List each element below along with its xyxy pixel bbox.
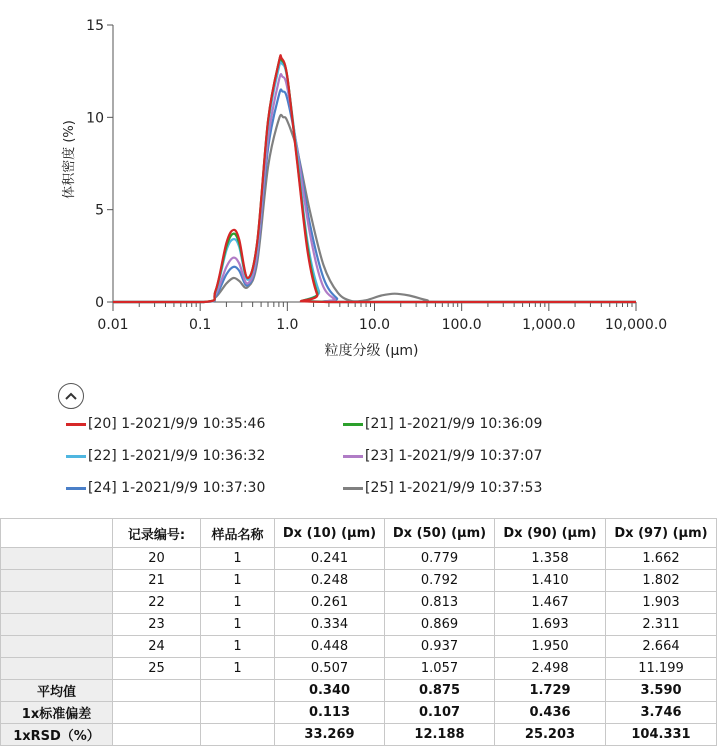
legend-item[interactable]	[66, 446, 265, 466]
table-cell: 21	[113, 570, 201, 592]
table-cell: 0.937	[385, 636, 495, 658]
legend-swatch	[343, 423, 363, 426]
x-tick-label: 1,000.0	[522, 317, 576, 333]
chevron-up-icon	[65, 392, 77, 400]
table-cell: 0.261	[275, 592, 385, 614]
table-cell: 1.693	[495, 614, 606, 636]
table-cell: 1.057	[385, 658, 495, 680]
table-cell	[1, 636, 113, 658]
legend-swatch	[66, 455, 86, 458]
legend-swatch	[66, 487, 86, 490]
stats-row	[1, 702, 717, 724]
table-cell: 0.448	[275, 636, 385, 658]
stats-cell	[113, 680, 201, 702]
series-line-3	[113, 74, 636, 302]
table-header-row	[1, 519, 717, 548]
legend-item[interactable]	[66, 478, 265, 498]
x-tick-label: 1.0	[276, 317, 299, 333]
table-row[interactable]	[1, 548, 717, 570]
stats-cell	[113, 702, 201, 724]
stats-cell: 1.729	[495, 680, 606, 702]
table-cell	[1, 570, 113, 592]
table-cell: 1	[201, 636, 275, 658]
table-cell	[1, 548, 113, 570]
legend-swatch	[343, 455, 363, 458]
table-cell: 0.779	[385, 548, 495, 570]
chart-axes	[107, 25, 636, 311]
stats-cell: 12.188	[385, 724, 495, 746]
table-cell: 0.507	[275, 658, 385, 680]
series-line-1	[113, 56, 636, 302]
chart-series	[113, 55, 636, 302]
y-tick-label: 15	[86, 18, 104, 34]
stats-cell: 25.203	[495, 724, 606, 746]
stats-cell	[201, 680, 275, 702]
table-cell: 2.311	[606, 614, 717, 636]
table-cell: 1.410	[495, 570, 606, 592]
legend-item[interactable]	[343, 414, 542, 434]
table-row[interactable]	[1, 614, 717, 636]
table-row[interactable]	[1, 636, 717, 658]
table-header-cell: Dx (50) (μm)	[385, 519, 495, 548]
table-cell: 0.248	[275, 570, 385, 592]
x-tick-label: 0.01	[97, 317, 129, 333]
results-table	[0, 518, 717, 746]
stats-row-label: 1x标准偏差	[1, 702, 113, 724]
stats-row-label: 1xRSD（%）	[1, 724, 113, 746]
series-line-0	[113, 55, 636, 302]
y-axis-label: 体积密度 (%)	[62, 120, 77, 199]
table-cell: 0.241	[275, 548, 385, 570]
stats-cell: 0.875	[385, 680, 495, 702]
series-line-2	[113, 61, 636, 302]
table-cell: 20	[113, 548, 201, 570]
x-tick-label: 10.0	[358, 317, 391, 333]
stats-cell	[113, 724, 201, 746]
table-cell: 1	[201, 592, 275, 614]
legend-item[interactable]	[343, 446, 542, 466]
table-row[interactable]	[1, 658, 717, 680]
table-cell	[1, 658, 113, 680]
table-cell: 0.813	[385, 592, 495, 614]
table-cell: 1	[201, 548, 275, 570]
stats-cell: 0.107	[385, 702, 495, 724]
stats-cell: 3.590	[606, 680, 717, 702]
stats-row	[1, 724, 717, 746]
table-cell: 1.358	[495, 548, 606, 570]
table-cell	[1, 592, 113, 614]
series-line-4	[113, 90, 636, 302]
table-cell: 1	[201, 570, 275, 592]
stats-row	[1, 680, 717, 702]
table-header-cell: Dx (90) (μm)	[495, 519, 606, 548]
x-tick-label: 0.1	[189, 317, 212, 333]
legend-label: [21] 1-2021/9/9 10:36:09	[365, 416, 543, 432]
table-cell: 1.802	[606, 570, 717, 592]
y-tick-label: 0	[95, 295, 104, 311]
table-header-cell: 记录编号:	[113, 519, 201, 548]
stats-cell: 33.269	[275, 724, 385, 746]
stats-cell	[201, 724, 275, 746]
legend-label: [20] 1-2021/9/9 10:35:46	[88, 416, 266, 432]
stats-cell: 104.331	[606, 724, 717, 746]
table-cell: 2.664	[606, 636, 717, 658]
table-cell: 0.334	[275, 614, 385, 636]
x-tick-label: 10,000.0	[604, 317, 668, 333]
stats-cell: 0.436	[495, 702, 606, 724]
table-cell: 25	[113, 658, 201, 680]
series-line-5	[113, 115, 636, 302]
legend-label: [23] 1-2021/9/9 10:37:07	[365, 448, 543, 464]
stats-cell: 0.113	[275, 702, 385, 724]
legend-collapse-button[interactable]	[58, 383, 84, 409]
table-row[interactable]	[1, 570, 717, 592]
table-cell: 2.498	[495, 658, 606, 680]
table-cell: 0.792	[385, 570, 495, 592]
chart-labels	[61, 18, 667, 359]
table-cell: 11.199	[606, 658, 717, 680]
table-cell: 24	[113, 636, 201, 658]
table-row[interactable]	[1, 592, 717, 614]
table-cell: 1.662	[606, 548, 717, 570]
y-tick-label: 10	[86, 110, 104, 127]
stats-row-label: 平均值	[1, 680, 113, 702]
stats-cell	[201, 702, 275, 724]
x-axis-label: 粒度分级 (μm)	[324, 343, 419, 359]
table-header-blank	[1, 519, 113, 548]
y-tick-label: 5	[95, 202, 104, 219]
table-header-cell: 样品名称	[201, 519, 275, 548]
table-cell: 0.869	[385, 614, 495, 636]
table-cell	[1, 614, 113, 636]
table-cell: 23	[113, 614, 201, 636]
stats-cell: 0.340	[275, 680, 385, 702]
legend-item[interactable]	[343, 478, 542, 498]
table-cell: 22	[113, 592, 201, 614]
legend-swatch	[66, 423, 86, 426]
table-cell: 1.950	[495, 636, 606, 658]
legend-item[interactable]	[66, 414, 265, 434]
legend-swatch	[343, 487, 363, 490]
table-cell: 1	[201, 614, 275, 636]
table-cell: 1.467	[495, 592, 606, 614]
stats-cell: 3.746	[606, 702, 717, 724]
table-header-cell: Dx (97) (μm)	[606, 519, 717, 548]
legend-label: [25] 1-2021/9/9 10:37:53	[365, 480, 543, 496]
table-cell: 1	[201, 658, 275, 680]
legend-label: [24] 1-2021/9/9 10:37:30	[88, 480, 266, 496]
x-tick-label: 100.0	[441, 317, 482, 333]
table-cell: 1.903	[606, 592, 717, 614]
legend-label: [22] 1-2021/9/9 10:36:32	[88, 448, 266, 464]
table-header-cell: Dx (10) (μm)	[275, 519, 385, 548]
